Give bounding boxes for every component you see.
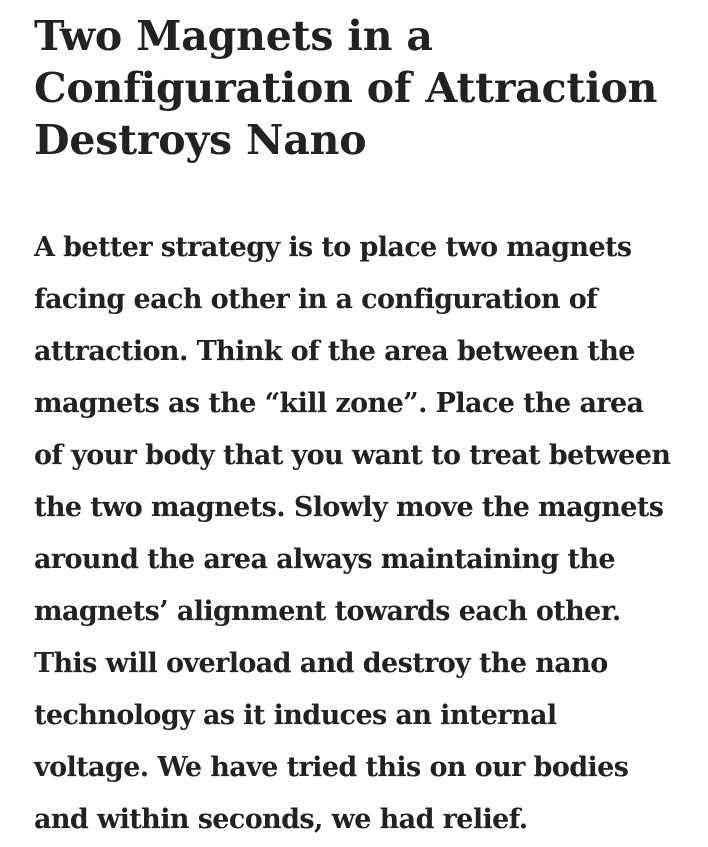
- body-line: the two magnets. Slowly move the magnets: [34, 492, 664, 523]
- title-line: Configuration of Attraction: [34, 64, 658, 112]
- body-line: facing each other in a configuration of: [34, 284, 598, 315]
- body-line: magnets as the “kill zone”. Place the area: [34, 388, 644, 419]
- body-line: around the area always maintaining the: [34, 544, 615, 575]
- body-line: of your body that you want to treat between: [34, 440, 671, 471]
- body-line: and within seconds, we had relief.: [34, 804, 528, 835]
- body-line: voltage. We have tried this on our bodies: [34, 752, 629, 783]
- body-line: This will overload and destroy the nano: [34, 648, 608, 679]
- article-title: [34, 0, 694, 166]
- body-line: technology as it induces an internal: [34, 700, 557, 731]
- article: [34, 0, 694, 835]
- body-line: attraction. Think of the area between the: [34, 336, 635, 367]
- body-line: magnets’ alignment towards each other.: [34, 596, 621, 627]
- article-body: [34, 222, 670, 846]
- title-line: Two Magnets in a: [34, 12, 433, 60]
- body-line: A better strategy is to place two magnets: [34, 232, 632, 263]
- title-line: Destroys Nano: [34, 116, 367, 164]
